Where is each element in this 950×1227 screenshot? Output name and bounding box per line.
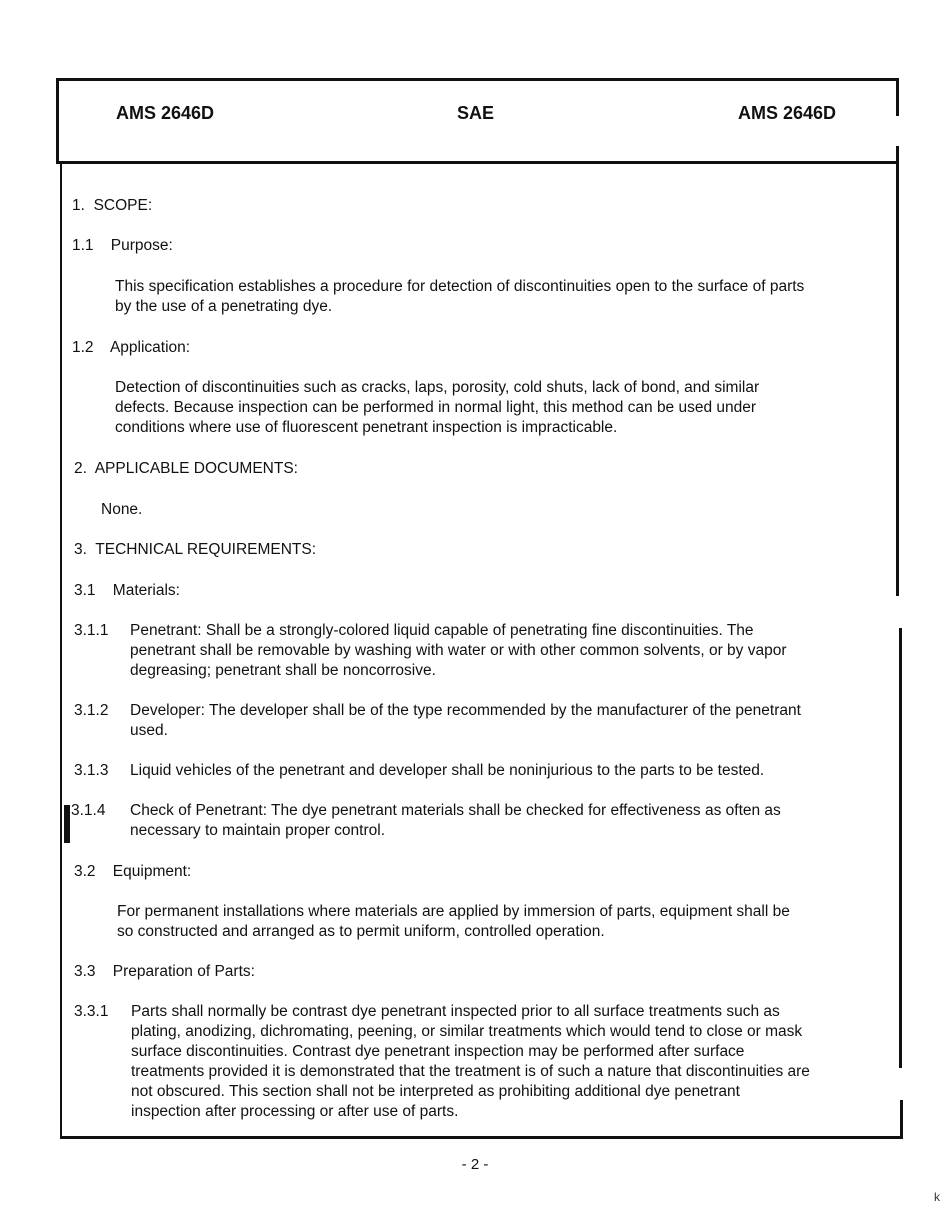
- section-2-body: None.: [101, 501, 143, 518]
- section-number-3-3-1: 3.3.1: [74, 1003, 109, 1020]
- body-line: degreasing; penetrant shall be noncorrosive.: [130, 662, 436, 679]
- body-line: defects. Because inspection can be performed in normal light, this method can be used under: [115, 399, 757, 416]
- section-title: Materials:: [112, 582, 180, 599]
- section-1-1-body: [115, 277, 804, 317]
- body-line: For permanent installations where materials are applied by immersion of parts, equipment shall be: [117, 903, 790, 920]
- section-title: APPLICABLE DOCUMENTS:: [94, 460, 298, 477]
- section-number-3-1-1: 3.1.1: [74, 622, 109, 639]
- section-3-2-body: [117, 902, 790, 942]
- section-number: 3.1: [74, 582, 96, 599]
- section-1-heading: [72, 196, 152, 216]
- body-line: Parts shall normally be contrast dye penetrant inspected prior to all surface treatments such as: [131, 1003, 780, 1020]
- body-line: Penetrant: Shall be a strongly-colored liquid capable of penetrating fine discontinuities. The: [130, 622, 754, 639]
- body-line: by the use of a penetrating dye.: [115, 298, 333, 315]
- section-title: Preparation of Parts:: [112, 963, 255, 980]
- section-number: 1.: [72, 197, 85, 214]
- frame-left-rule-header: [56, 78, 59, 164]
- body-line: plating, anodizing, dichromating, peening, or similar treatments which would tend to close or mask: [131, 1023, 803, 1040]
- header-doc-number-left: AMS 2646D: [116, 103, 215, 123]
- section-3-1-heading: [74, 581, 180, 601]
- section-2-heading: [74, 459, 298, 479]
- body-line: so constructed and arranged as to permit uniform, controlled operation.: [117, 923, 605, 940]
- body-line: Liquid vehicles of the penetrant and developer shall be noninjurious to the parts to be tested.: [130, 762, 765, 779]
- section-title: Purpose:: [110, 237, 173, 254]
- section-title: SCOPE:: [93, 197, 153, 214]
- body-line: Developer: The developer shall be of the type recommended by the manufacturer of the penetrant: [130, 702, 801, 719]
- section-number: 2.: [74, 460, 87, 477]
- frame-right-rule-4: [900, 1100, 903, 1138]
- header-org: SAE: [457, 103, 495, 123]
- section-3-1-1-body: [130, 621, 787, 681]
- frame-left-rule: [60, 162, 62, 1138]
- revision-bar: [64, 805, 70, 843]
- frame-right-rule-2: [896, 146, 899, 596]
- section-title: TECHNICAL REQUIREMENTS:: [95, 541, 317, 558]
- frame-right-rule-1: [896, 78, 899, 116]
- section-3-1-3-body: [130, 761, 764, 781]
- frame-top-rule: [56, 78, 899, 81]
- section-number: 3.2: [74, 863, 96, 880]
- body-line: conditions where use of fluorescent penetrant inspection is impracticable.: [115, 419, 618, 436]
- frame-bottom-rule: [60, 1136, 903, 1139]
- section-number-3-1-4: 3.1.4: [71, 802, 106, 819]
- section-number: 1.2: [72, 339, 94, 356]
- section-3-1-2-body: [130, 701, 801, 741]
- corner-mark: k: [934, 1190, 940, 1204]
- section-title: Application:: [109, 339, 191, 356]
- body-line: used.: [130, 722, 168, 739]
- section-number: 3.: [74, 541, 87, 558]
- section-3-1-4-body: [130, 801, 781, 841]
- section-3-3-1-body: [131, 1002, 810, 1122]
- section-number: 3.3: [74, 963, 96, 980]
- section-1-2-body: [115, 378, 759, 438]
- section-1-2-heading: [72, 338, 190, 358]
- frame-right-rule-3: [899, 628, 902, 1068]
- body-line: surface discontinuities. Contrast dye penetrant inspection may be performed after surface: [131, 1043, 745, 1060]
- body-line: necessary to maintain proper control.: [130, 822, 386, 839]
- section-number: 1.1: [72, 237, 94, 254]
- section-3-heading: [74, 540, 316, 560]
- body-line: Check of Penetrant: The dye penetrant materials shall be checked for effectiveness as often as: [130, 802, 781, 819]
- section-number-3-1-3: 3.1.3: [74, 762, 109, 779]
- section-title: Equipment:: [112, 863, 192, 880]
- section-number-3-1-2: 3.1.2: [74, 702, 109, 719]
- body-line: penetrant shall be removable by washing with water or with other common solvents, or by vapor: [130, 642, 787, 659]
- body-line: Detection of discontinuities such as cracks, laps, porosity, cold shuts, lack of bond, and similar: [115, 379, 760, 396]
- header-bottom-rule: [58, 161, 898, 164]
- body-line: This specification establishes a procedure for detection of discontinuities open to the surface of parts: [115, 278, 805, 295]
- header-doc-number-right: AMS 2646D: [738, 103, 837, 123]
- section-3-2-heading: [74, 862, 191, 882]
- body-line: treatments provided it is demonstrated that the treatment is of such a nature that discontinuities are: [131, 1063, 810, 1080]
- section-3-3-heading: [74, 962, 255, 982]
- section-1-1-heading: [72, 236, 173, 256]
- page-number: - 2 -: [461, 1156, 489, 1173]
- body-line: inspection after processing or after use of parts.: [131, 1103, 459, 1120]
- body-line: not obscured. This section shall not be interpreted as prohibiting additional dye penetrant: [131, 1083, 740, 1100]
